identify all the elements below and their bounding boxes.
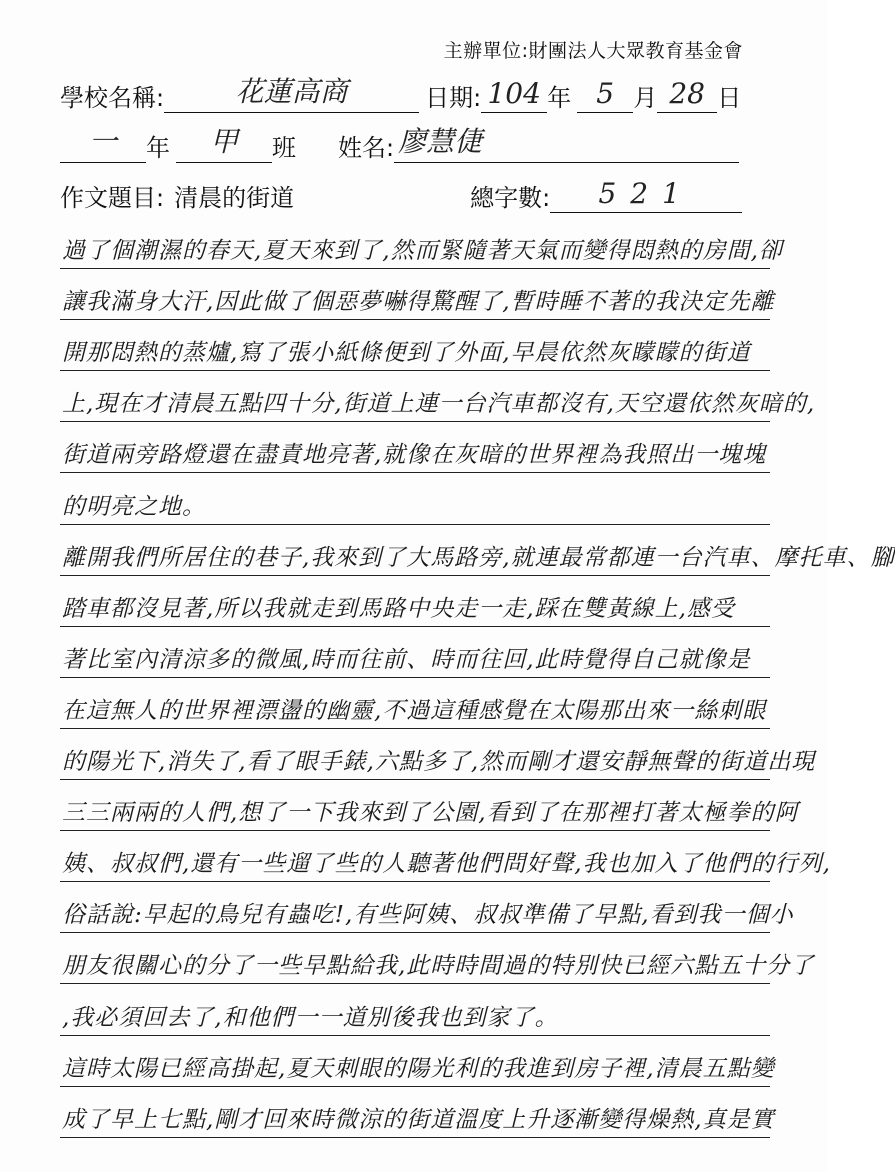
essay-line	[60, 218, 783, 269]
essay-line	[60, 1036, 775, 1087]
wordcount-value: 521	[598, 177, 694, 210]
essay-line	[60, 525, 895, 576]
essay-line	[60, 831, 831, 882]
year-unit: 年	[547, 84, 572, 112]
essay-line-text: 過了個潮濕的春天,夏天來到了,然而緊隨著天氣而變得悶熱的房間,卻	[62, 238, 783, 265]
school-value: 花蓮高商	[235, 75, 348, 108]
essay-line	[60, 627, 770, 678]
topic-label: 作文題目:	[60, 184, 165, 212]
organizer-header: 主辦單位:財團法人大眾教育基金會	[443, 40, 743, 62]
date-label: 日期:	[425, 84, 482, 112]
name-label: 姓名:	[338, 134, 395, 162]
essay-line-text: 街道兩旁路燈還在盡責地亮著,就像在灰暗的世界裡為我照出一塊塊	[62, 442, 767, 469]
essay-line	[60, 422, 770, 473]
class-field[interactable]	[176, 125, 272, 163]
class-name-row	[60, 125, 739, 163]
class-unit: 班	[272, 134, 296, 162]
day-field[interactable]	[657, 77, 717, 113]
school-label: 學校名稱:	[60, 84, 165, 112]
month-value: 5	[596, 77, 615, 110]
essay-line-text: 姨、叔叔們,還有一些遛了些的人聽著他們問好聲,我也加入了他們的行列,	[62, 851, 831, 878]
class-value: 甲	[209, 125, 238, 158]
essay-line	[60, 780, 799, 831]
essay-line-text: 踏車都沒見著,所以我就走到馬路中央走一走,踩在雙黃線上,感受	[62, 595, 735, 622]
essay-line	[60, 678, 770, 729]
essay-line-text: 開那悶熱的蒸爐,寫了張小紙條便到了外面,早晨依然灰矇矇的街道	[62, 340, 751, 367]
essay-line-text: 的明亮之地。	[62, 493, 206, 520]
essay-line	[60, 371, 816, 422]
essay-line	[60, 1087, 775, 1138]
essay-line	[60, 576, 770, 627]
essay-line	[60, 933, 815, 984]
month-unit: 月	[633, 84, 658, 112]
essay-line	[60, 984, 770, 1035]
name-field[interactable]	[394, 125, 739, 163]
essay-line-text: 上,現在才清晨五點四十分,街道上連一台汽車都沒有,天空還依然灰暗的,	[62, 391, 816, 418]
essay-line	[60, 882, 794, 933]
school-field[interactable]	[164, 75, 419, 113]
year-value: 104	[487, 77, 541, 110]
wordcount-label: 總字數:	[470, 184, 551, 212]
grade-field[interactable]	[60, 125, 146, 163]
essay-line	[60, 729, 816, 780]
essay-line-text: 在這無人的世界裡漂盪的幽靈,不過這種感覺在太陽那出來一絲刺眼	[62, 697, 767, 724]
essay-body[interactable]	[60, 218, 895, 1138]
topic-row	[60, 178, 750, 213]
essay-line	[60, 473, 770, 524]
name-value: 廖慧倢	[398, 125, 483, 158]
essay-line	[60, 320, 770, 371]
essay-line-text: 著比室內清涼多的微風,時而往前、時而往回,此時覺得自己就像是	[62, 646, 751, 673]
grade-unit: 年	[146, 134, 170, 162]
school-date-row	[60, 75, 742, 113]
essay-line-text: ,我必須回去了,和他們一一道別後我也到家了。	[62, 1004, 559, 1031]
essay-line-text: 這時太陽已經高掛起,夏天刺眼的陽光利的我進到房子裡,清晨五點變	[62, 1055, 775, 1082]
topic-value: 清晨的街道	[174, 184, 295, 212]
essay-line-text: 成了早上七點,剛才回來時微涼的街道溫度上升逐漸變得燥熱,真是實	[62, 1106, 775, 1133]
essay-line-text: 三三兩兩的人們,想了一下我來到了公園,看到了在那裡打著太極拳的阿	[62, 800, 799, 827]
essay-line-text: 俗話說:早起的鳥兒有蟲吃!,有些阿姨、叔叔準備了早點,看到我一個小	[62, 902, 794, 929]
day-value: 28	[669, 77, 705, 110]
essay-line-text: 的陽光下,消失了,看了眼手錶,六點多了,然而剛才還安靜無聲的街道出現	[62, 749, 816, 776]
essay-line-text: 離開我們所居住的巷子,我來到了大馬路旁,就連最常都連一台汽車、摩托車、腳	[62, 544, 895, 571]
day-unit: 日	[717, 84, 742, 112]
wordcount-field[interactable]	[550, 177, 742, 213]
essay-line-text: 讓我滿身大汗,因此做了個惡夢嚇得驚醒了,暫時睡不著的我決定先離	[62, 289, 775, 316]
grade-value: 一	[88, 125, 117, 158]
essay-line	[60, 269, 775, 320]
year-field[interactable]	[481, 77, 547, 113]
month-field[interactable]	[577, 77, 633, 113]
essay-line-text: 朋友很關心的分了一些早點給我,此時時間過的特別快已經六點五十分了	[62, 953, 815, 980]
